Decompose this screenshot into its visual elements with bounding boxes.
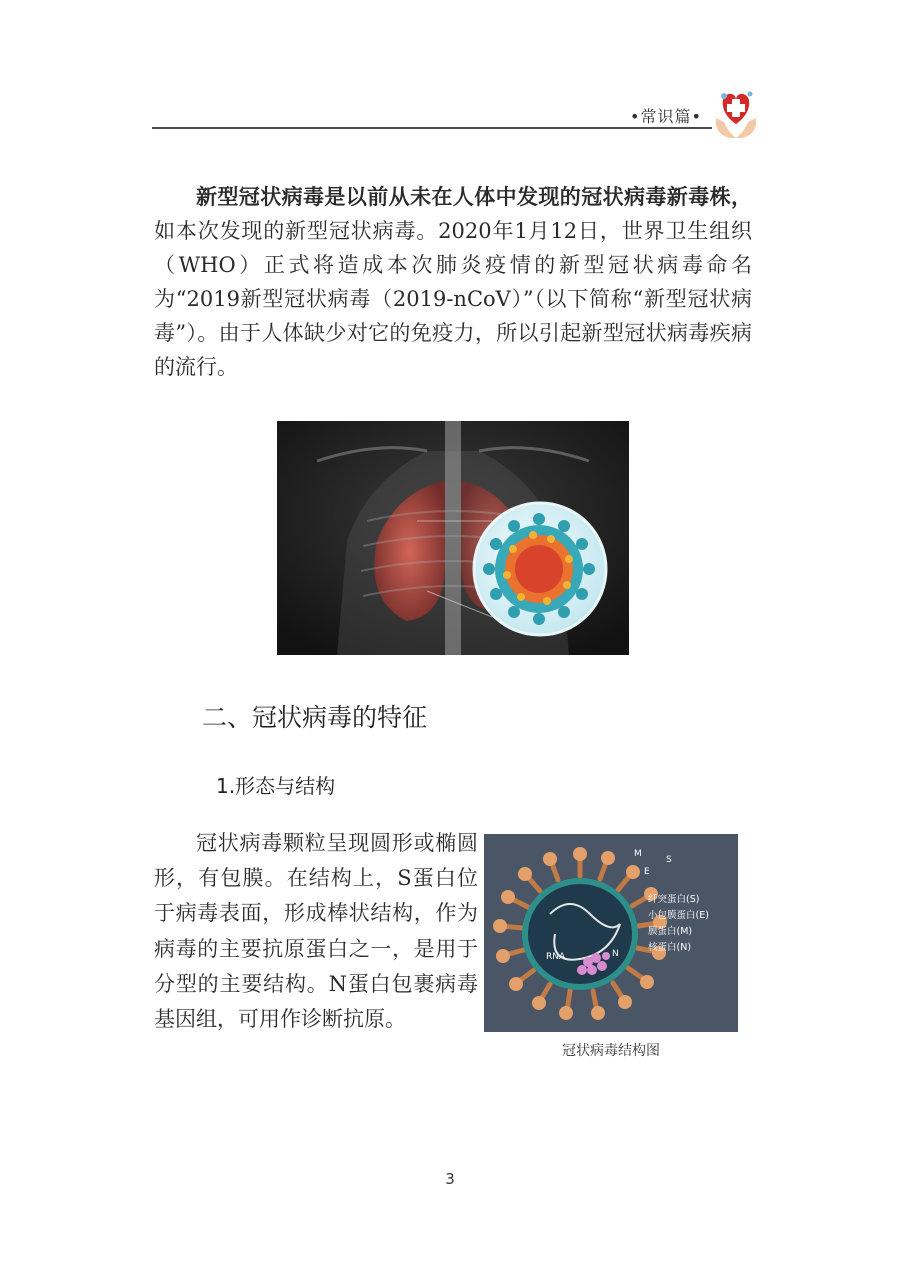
- lung-virus-illustration: [277, 421, 629, 655]
- intro-body: 如本次发现的新型冠状病毒。2020年1月12日，世界卫生组织（WHO）正式将造成本次肺炎疫情的新型冠状病毒命名为“2019新型冠状病毒（2019-nCoV）”（以下简称“新型冠状病毒”）。由于人体缺少对它的免疫力，所以引起新型冠状病毒疾病的流行。: [154, 219, 752, 379]
- page-number: 3: [445, 1170, 455, 1188]
- legend-spike-protein: 纤突蛋白(S): [648, 894, 700, 905]
- figure-caption: 冠状病毒结构图: [562, 1043, 660, 1059]
- legend-nucleocapsid-protein: 核蛋白(N): [648, 942, 692, 953]
- intro-lead: 新型冠状病毒是以前从未在人体中发现的冠状病毒新毒株，: [196, 185, 752, 209]
- m-marker: M: [634, 849, 642, 859]
- heart-in-hands-icon: [710, 82, 762, 140]
- section-heading: 二、冠状病毒的特征: [202, 703, 428, 732]
- legend-envelope-protein: 小包膜蛋白(E): [648, 910, 709, 921]
- header-section-label: •常识篇•: [630, 107, 702, 126]
- legend-membrane-protein: 膜蛋白(M): [648, 926, 693, 937]
- s-marker: S: [666, 855, 672, 865]
- intro-paragraph: [154, 180, 752, 384]
- structure-paragraph: 冠状病毒颗粒呈现圆形或椭圆形，有包膜。在结构上，S蛋白位于病毒表面，形成棒状结构，作为病毒的主要抗原蛋白之一，是用于分型的主要结构。N蛋白包裹病毒基因组，可用作诊断抗原。: [154, 831, 478, 1032]
- n-marker: N: [612, 949, 619, 959]
- rna-marker: RNA: [546, 952, 566, 962]
- e-marker: E: [644, 867, 650, 877]
- header-rule: [152, 127, 712, 129]
- sub-heading: 1.形态与结构: [216, 774, 336, 798]
- virus-structure-diagram: [484, 834, 738, 1032]
